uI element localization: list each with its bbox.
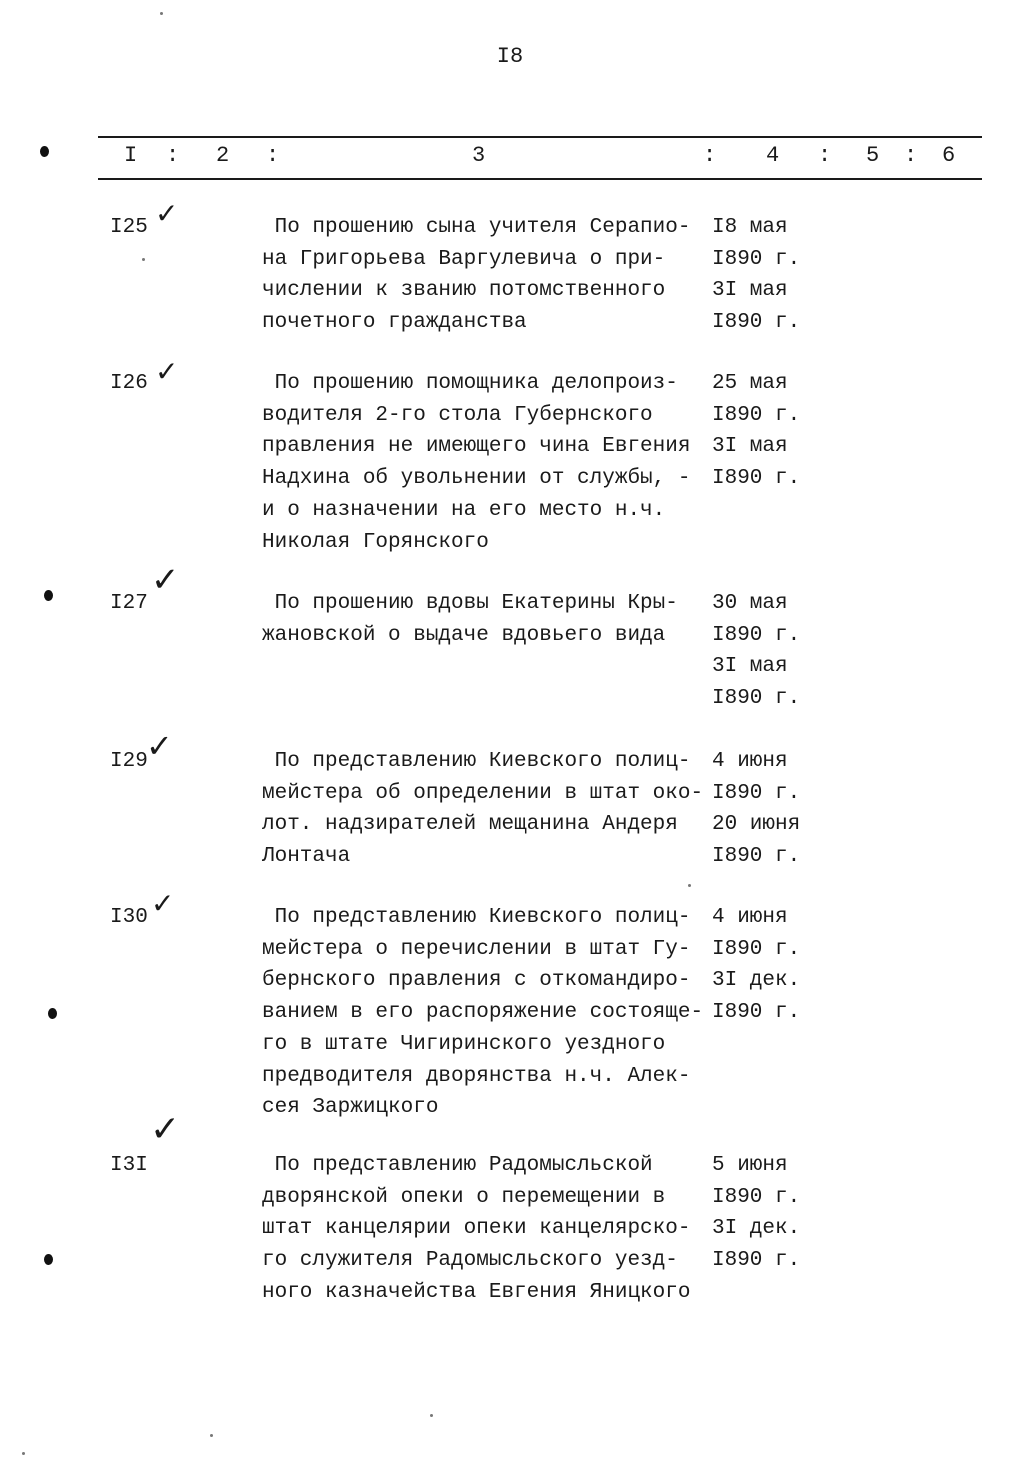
date-closed: 3I дек. bbox=[712, 1217, 801, 1241]
checkmark-icon: ✓ bbox=[150, 1109, 181, 1150]
entry-number: I29 bbox=[110, 750, 148, 773]
column-separator: : bbox=[703, 143, 717, 168]
date-closed: 3I дек. bbox=[712, 969, 801, 993]
date-closed-year: I890 г. bbox=[712, 311, 801, 335]
date-closed-year: I890 г. bbox=[712, 845, 801, 869]
scan-speck bbox=[430, 1414, 433, 1417]
punch-hole-mark bbox=[44, 1254, 53, 1265]
scan-speck bbox=[22, 1452, 25, 1455]
column-header-2: 2 bbox=[216, 143, 230, 168]
description-line: лот. надзирателей мещанина Андеря bbox=[262, 813, 678, 837]
description-line: штат канцелярии опеки канцелярско- bbox=[262, 1217, 691, 1241]
date-received: 5 июня bbox=[712, 1154, 788, 1177]
date-closed-year: I890 г. bbox=[712, 1001, 801, 1025]
entry-description bbox=[262, 588, 707, 651]
date-received-year: I890 г. bbox=[712, 937, 801, 961]
punch-hole-mark bbox=[40, 146, 49, 157]
date-received-year: I890 г. bbox=[712, 1185, 801, 1209]
entry-dates bbox=[712, 588, 822, 715]
date-received-year: I890 г. bbox=[712, 247, 801, 271]
description-line: дворянской опеки о перемещении в bbox=[262, 1185, 666, 1209]
description-line: жановской о выдаче вдовьего вида bbox=[262, 623, 666, 647]
description-line: Надхина об увольнении от службы, - bbox=[262, 467, 691, 491]
column-header-3: 3 bbox=[472, 143, 486, 168]
column-header-4: 4 bbox=[766, 143, 780, 168]
column-separator: : bbox=[166, 143, 180, 168]
checkmark-icon: ✓ bbox=[155, 197, 179, 230]
description-line: По представлению Киевского полиц- bbox=[262, 906, 691, 929]
column-separator: : bbox=[818, 143, 832, 168]
punch-hole-mark bbox=[44, 590, 53, 601]
entry-dates bbox=[712, 368, 822, 495]
entry-number: I30 bbox=[110, 906, 148, 929]
date-closed: 20 июня bbox=[712, 813, 801, 837]
entry-description bbox=[262, 368, 707, 558]
entry-description bbox=[262, 746, 707, 873]
page-number: I8 bbox=[496, 44, 524, 69]
description-line: предводителя дворянства н.ч. Алек- bbox=[262, 1064, 691, 1088]
description-line: сея Заржицкого bbox=[262, 1096, 439, 1120]
punch-hole-mark bbox=[48, 1008, 57, 1019]
entry-number: I3I bbox=[110, 1154, 148, 1177]
description-line: По прошению помощника делопроиз- bbox=[262, 372, 678, 395]
description-line: ного казначейства Евгения Яницкого bbox=[262, 1280, 691, 1304]
description-line: почетного гражданства bbox=[262, 311, 527, 335]
date-received: 4 июня bbox=[712, 906, 788, 929]
date-closed-year: I890 г. bbox=[712, 467, 801, 491]
date-received: 30 мая bbox=[712, 592, 788, 615]
description-line: Николая Горянского bbox=[262, 530, 489, 554]
column-header-1: I bbox=[124, 143, 138, 168]
description-line: водителя 2-го стола Губернского bbox=[262, 403, 653, 427]
entry-number: I27 bbox=[110, 592, 148, 615]
date-received-year: I890 г. bbox=[712, 403, 801, 427]
description-line: числении к званию потомственного bbox=[262, 279, 666, 303]
date-closed-year: I890 г. bbox=[712, 1249, 801, 1273]
checkmark-icon: ✓ bbox=[151, 560, 180, 600]
date-closed: 3I мая bbox=[712, 655, 788, 679]
date-received: I8 мая bbox=[712, 216, 788, 239]
scan-speck bbox=[142, 258, 145, 261]
header-top-rule bbox=[98, 136, 982, 138]
description-line: мейстера о перечислении в штат Гу- bbox=[262, 937, 691, 961]
scan-speck bbox=[688, 884, 691, 887]
date-received: 4 июня bbox=[712, 750, 788, 773]
description-line: ванием в его распоряжение состояще- bbox=[262, 1001, 704, 1025]
entry-description bbox=[262, 212, 707, 339]
description-line: на Григорьева Варгулевича о при- bbox=[262, 247, 666, 271]
description-line: Лонтача bbox=[262, 845, 351, 869]
scan-speck bbox=[210, 1434, 213, 1437]
column-header-6: 6 bbox=[942, 143, 956, 168]
entry-number: I25 bbox=[110, 216, 148, 239]
checkmark-icon: ✓ bbox=[151, 887, 175, 920]
description-line: По представлению Радомысльской bbox=[262, 1154, 653, 1177]
date-received-year: I890 г. bbox=[712, 781, 801, 805]
column-separator: : bbox=[904, 143, 918, 168]
date-received: 25 мая bbox=[712, 372, 788, 395]
entry-description bbox=[262, 1150, 707, 1309]
date-received-year: I890 г. bbox=[712, 623, 801, 647]
date-closed: 3I мая bbox=[712, 279, 788, 303]
entry-dates bbox=[712, 902, 822, 1029]
entry-dates bbox=[712, 746, 822, 873]
entry-dates bbox=[712, 212, 822, 339]
description-line: бернского правления с откомандиро- bbox=[262, 969, 691, 993]
date-closed-year: I890 г. bbox=[712, 687, 801, 711]
date-closed: 3I мая bbox=[712, 435, 788, 459]
description-line: правления не имеющего чина Евгения bbox=[262, 435, 691, 459]
checkmark-icon: ✓ bbox=[146, 727, 173, 765]
scan-speck bbox=[160, 12, 163, 15]
entry-number: I26 bbox=[110, 372, 148, 395]
header-bottom-rule bbox=[98, 178, 982, 180]
description-line: го служителя Радомысльского уезд- bbox=[262, 1249, 678, 1273]
description-line: и о назначении на его место н.ч. bbox=[262, 498, 666, 522]
entry-dates bbox=[712, 1150, 822, 1277]
description-line: По представлению Киевского полиц- bbox=[262, 750, 691, 773]
entry-description bbox=[262, 902, 707, 1124]
description-line: По прошению вдовы Екатерины Кры- bbox=[262, 592, 678, 615]
description-line: По прошению сына учителя Серапио- bbox=[262, 216, 691, 239]
description-line: го в штате Чигиринского уездного bbox=[262, 1032, 666, 1056]
checkmark-icon: ✓ bbox=[155, 355, 179, 388]
column-separator: : bbox=[266, 143, 280, 168]
column-header-5: 5 bbox=[866, 143, 880, 168]
description-line: мейстера об определении в штат око- bbox=[262, 781, 704, 805]
